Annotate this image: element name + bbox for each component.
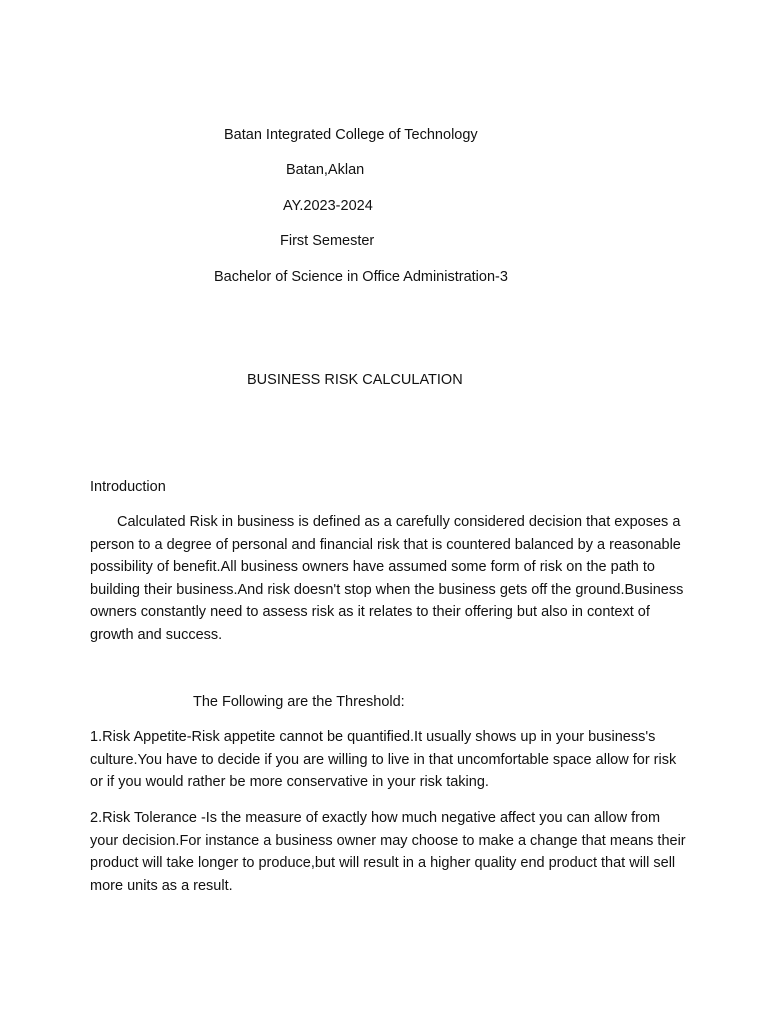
- introduction-heading: Introduction: [90, 479, 166, 495]
- college-name: Batan Integrated College of Technology: [224, 127, 478, 143]
- document-title: BUSINESS RISK CALCULATION: [247, 372, 463, 388]
- semester: First Semester: [280, 233, 375, 249]
- program-name: Bachelor of Science in Office Administration-3: [214, 269, 508, 285]
- threshold-item-risk-tolerance: 2.Risk Tolerance -Is the measure of exactly how much negative affect you can allow from your decision.For instance a business owner may choose to make a change that means their product will take longer to produce,but will result in a higher quality end product that will sell more units as a result.: [90, 810, 686, 894]
- threshold-heading: The Following are the Threshold:: [193, 694, 405, 710]
- college-location: Batan,Aklan: [286, 162, 365, 178]
- introduction-paragraph: Calculated Risk in business is defined as a carefully considered decision that exposes a person to a degree of personal and financial risk that is countered balanced by a reasonable possibility of benefit.All business owners have assumed some form of risk on the path to building their business.And risk doesn't stop when the business gets off the ground.Business owners constantly need to assess risk as it relates to their offering but also in context of growth and success.: [90, 514, 684, 643]
- academic-year: AY.2023-2024: [283, 198, 373, 214]
- threshold-item-risk-appetite: 1.Risk Appetite-Risk appetite cannot be quantified.It usually shows up in your business's culture.You have to decide if you are willing to live in that uncomfortable space allow for risk or if you would rather be more conservative in your risk taking.: [90, 729, 677, 790]
